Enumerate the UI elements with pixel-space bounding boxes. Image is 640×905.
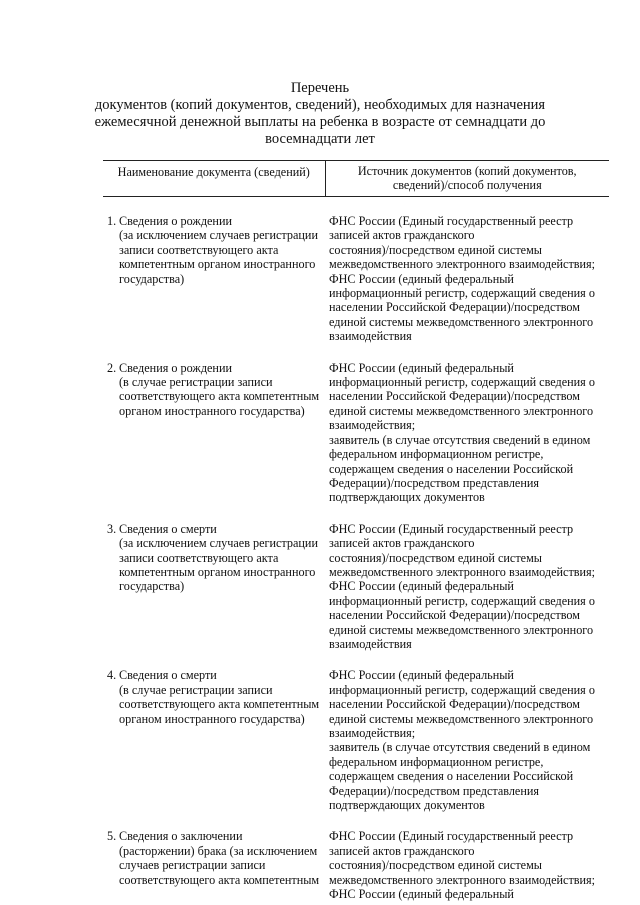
document-name-line: (в случае регистрации записи [119, 682, 273, 697]
document-name-cell [103, 668, 325, 812]
row-spacer [103, 197, 609, 215]
source-cell [325, 829, 609, 901]
header-source [325, 161, 609, 197]
row-spacer-cell [103, 651, 609, 668]
document-name-first-line [107, 522, 321, 536]
source-line: взаимодействия [329, 636, 412, 651]
table-row [103, 361, 609, 505]
document-name-line: соответствующего акта компетентным [119, 389, 320, 404]
table-row [103, 522, 609, 652]
document-name-line: (расторжении) брака (за исключением [119, 843, 318, 858]
source-line: содержащем сведения о населении Российской [329, 769, 574, 784]
row-number: 1. [107, 214, 117, 228]
document-name-line: записи соответствующего акта [119, 550, 279, 565]
document-title [60, 80, 580, 148]
source-line: единой системы межведомственного электронного [329, 314, 594, 329]
header-source-line: Источник документов (копий документов, [357, 164, 577, 178]
source-line: межведомственного электронного взаимодействия; [329, 872, 596, 887]
row-number: 4. [107, 668, 117, 683]
row-number: 5. [107, 829, 117, 844]
source-line: ФНС России (Единый государственный реестр [329, 829, 574, 844]
source-line: единой системы межведомственного электронного [329, 403, 594, 418]
document-name-line: соответствующего акта компетентным [119, 697, 320, 712]
source-line: подтверждающих документов [329, 490, 485, 505]
source-line: информационный регистр, содержащий сведения о [329, 593, 595, 608]
source-line: ФНС России (Единый государственный реестр [329, 521, 574, 536]
document-name-line: (за исключением случаев регистрации [119, 536, 318, 551]
source-line: подтверждающих документов [329, 798, 485, 813]
document-name-text: Сведения о смерти [119, 668, 217, 683]
source-line: Федерации)/посредством представления [329, 783, 539, 798]
document-name-first-line [107, 668, 321, 682]
source-line: состояния)/посредством единой системы [329, 242, 542, 257]
source-line: населении Российской Федерации)/посредством [329, 389, 580, 404]
document-name-line: (в случае регистрации записи [119, 375, 273, 390]
table-header-row [103, 161, 609, 197]
document-name-line: соответствующего акта компетентным [119, 872, 320, 887]
title-line: ежемесячной денежной выплаты на ребенка в возрасте от семнадцати до [94, 114, 546, 130]
source-line: федеральном информационном регистре, [329, 754, 544, 769]
source-line: записей актов гражданского [329, 843, 475, 858]
document-name-line: органом иностранного государства) [119, 403, 305, 418]
source-line: населении Российской Федерации)/посредством [329, 608, 580, 623]
document-name-line: органом иностранного государства) [119, 711, 305, 726]
source-line: состояния)/посредством единой системы [329, 550, 542, 565]
source-line: ФНС России (Единый государственный реестр [329, 214, 574, 228]
source-cell [325, 361, 609, 505]
row-number: 2. [107, 360, 117, 375]
source-line: межведомственного электронного взаимодействия; [329, 257, 596, 272]
document-name-first-line [107, 361, 321, 375]
documents-table [103, 160, 609, 901]
source-cell [325, 522, 609, 652]
document-name-first-line [107, 214, 321, 228]
row-spacer [103, 344, 609, 361]
source-line: информационный регистр, содержащий сведения о [329, 375, 595, 390]
row-number: 3. [107, 521, 117, 536]
source-line: ФНС России (единый федеральный [329, 360, 514, 375]
row-spacer-cell [103, 344, 609, 361]
source-line: информационный регистр, содержащий сведения о [329, 286, 595, 301]
source-line: заявитель (в случае отсутствия сведений в едином [329, 740, 591, 755]
document-name-text: Сведения о смерти [119, 521, 217, 536]
source-line: содержащем сведения о населении Российской [329, 461, 574, 476]
source-line: ФНС России (единый федеральный [329, 271, 514, 286]
table-row [103, 668, 609, 812]
row-spacer-cell [103, 812, 609, 829]
header-document-name: Наименование документа (сведений) [103, 161, 325, 197]
document-name-text: Сведения о рождении [119, 360, 232, 375]
document-name-line: государства) [119, 271, 185, 286]
source-line: единой системы межведомственного электронного [329, 622, 594, 637]
document-name-first-line [107, 829, 321, 843]
row-spacer-cell [103, 197, 609, 215]
row-spacer [103, 651, 609, 668]
source-line: ФНС России (единый федеральный [329, 887, 514, 902]
document-name-text: Сведения о заключении [119, 829, 243, 844]
row-spacer [103, 505, 609, 522]
document-name-line: компетентным органом иностранного [119, 257, 316, 272]
source-line: населении Российской Федерации)/посредством [329, 697, 580, 712]
document-name-line: записи соответствующего акта [119, 242, 279, 257]
source-line: информационный регистр, содержащий сведения о [329, 682, 595, 697]
document-name-line: случаев регистрации записи [119, 858, 266, 873]
source-cell [325, 214, 609, 344]
title-line: Перечень [290, 80, 350, 96]
source-line: состояния)/посредством единой системы [329, 858, 542, 873]
source-line: записей актов гражданского [329, 228, 475, 243]
document-name-text: Сведения о рождении [119, 214, 232, 228]
row-spacer-cell [103, 505, 609, 522]
table-row [103, 214, 609, 344]
source-line: записей актов гражданского [329, 536, 475, 551]
table-row [103, 829, 609, 901]
document-name-line: компетентным органом иностранного [119, 564, 316, 579]
source-line: взаимодействия [329, 329, 412, 344]
row-spacer [103, 812, 609, 829]
source-line: федеральном информационном регистре, [329, 447, 544, 462]
document-name-cell [103, 361, 325, 505]
document-name-cell [103, 522, 325, 652]
source-line: единой системы межведомственного электронного [329, 711, 594, 726]
document-name-cell [103, 829, 325, 901]
document-name-line: государства) [119, 579, 185, 594]
source-line: ФНС России (единый федеральный [329, 579, 514, 594]
source-line: заявитель (в случае отсутствия сведений в едином [329, 432, 591, 447]
source-line: ФНС России (единый федеральный [329, 668, 514, 683]
source-line: межведомственного электронного взаимодействия; [329, 564, 596, 579]
source-line: Федерации)/посредством представления [329, 475, 539, 490]
title-line: документов (копий документов, сведений), необходимых для назначения [94, 97, 546, 113]
header-source-line: сведений)/способ получения [392, 178, 542, 192]
source-cell [325, 668, 609, 812]
table-body [103, 197, 609, 902]
document-name-line: (за исключением случаев регистрации [119, 228, 318, 243]
source-line: населении Российской Федерации)/посредством [329, 300, 580, 315]
source-line: взаимодействия; [329, 418, 416, 433]
title-line: восемнадцати лет [265, 131, 375, 147]
document-name-cell [103, 214, 325, 344]
source-line: взаимодействия; [329, 726, 416, 740]
